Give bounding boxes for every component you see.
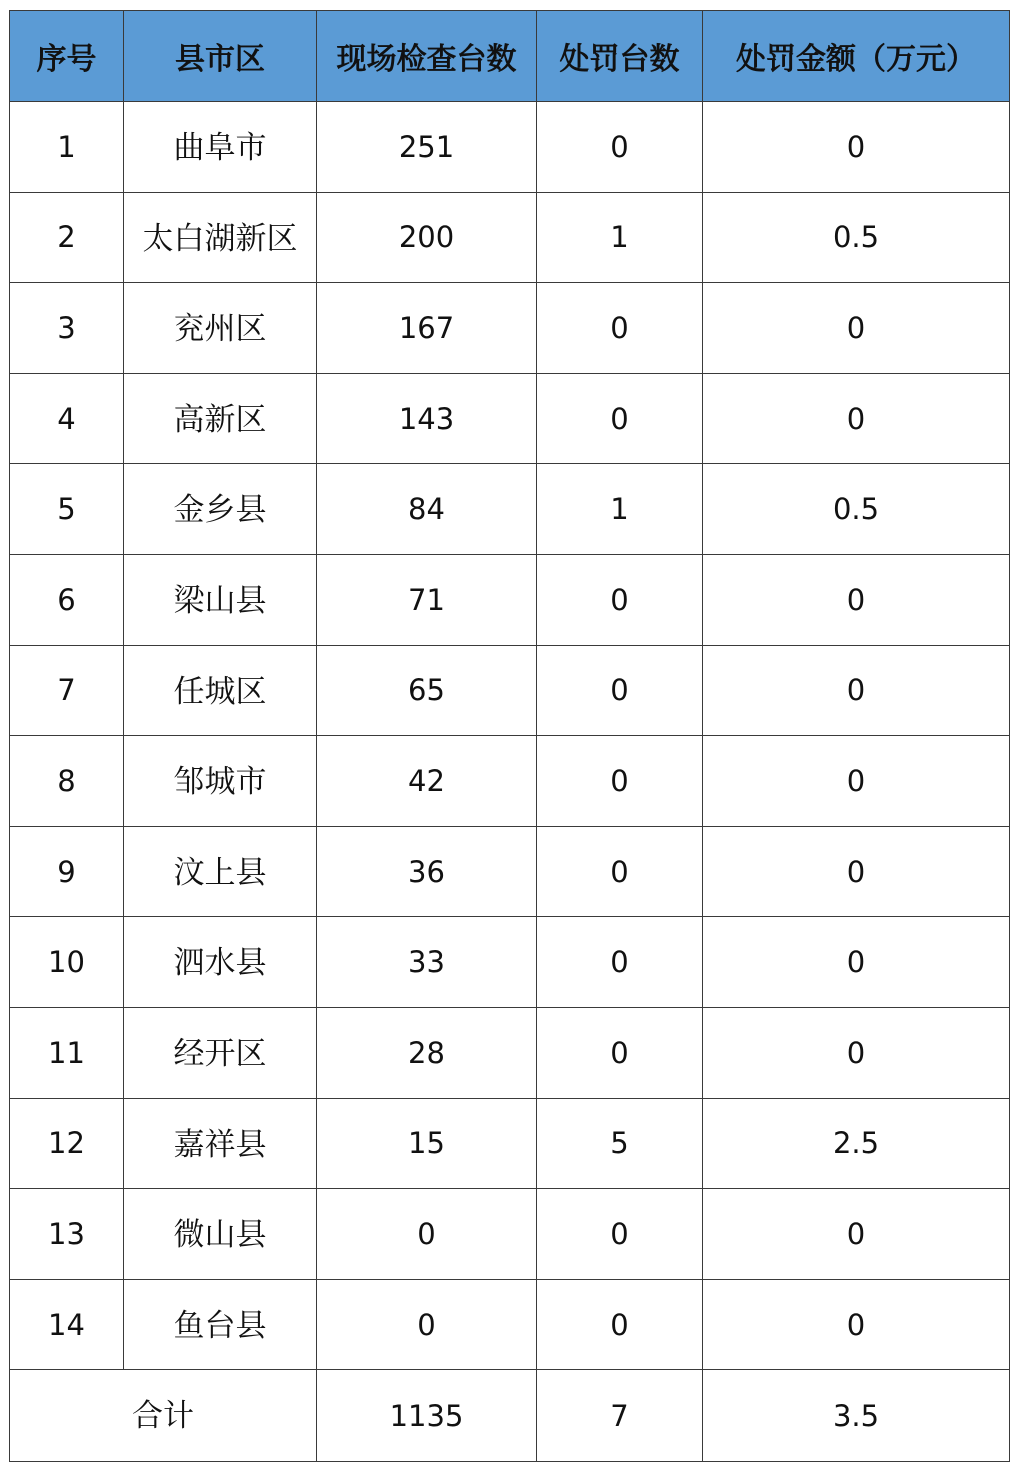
serial-number: 7 (10, 645, 124, 736)
table-row (10, 917, 1010, 1008)
table-row (10, 373, 1010, 464)
county-name: 金乡县 (124, 464, 317, 555)
county-name: 嘉祥县 (124, 1098, 317, 1189)
header-penalty-amount: 处罚金额（万元） (703, 11, 1010, 102)
table-row (10, 645, 1010, 736)
penalized-count: 0 (537, 645, 703, 736)
penalized-count: 0 (537, 1007, 703, 1098)
county-name: 鱼台县 (124, 1279, 317, 1370)
total-label: 合计 (10, 1370, 317, 1462)
serial-number: 13 (10, 1189, 124, 1280)
table-row (10, 1279, 1010, 1370)
serial-number: 12 (10, 1098, 124, 1189)
inspection-summary-table (9, 10, 1010, 1462)
table-row (10, 554, 1010, 645)
county-name: 曲阜市 (124, 102, 317, 193)
penalty-amount: 0 (703, 917, 1010, 1008)
penalty-amount: 0 (703, 283, 1010, 374)
table-body (10, 102, 1010, 1462)
checked-count: 0 (317, 1279, 537, 1370)
total-penalty-amount: 3.5 (703, 1370, 1010, 1462)
serial-number: 1 (10, 102, 124, 193)
serial-number: 5 (10, 464, 124, 555)
checked-count: 65 (317, 645, 537, 736)
penalized-count: 0 (537, 917, 703, 1008)
table-row (10, 736, 1010, 827)
penalized-count: 0 (537, 373, 703, 464)
serial-number: 4 (10, 373, 124, 464)
county-name: 任城区 (124, 645, 317, 736)
county-name: 微山县 (124, 1189, 317, 1280)
penalty-amount: 0 (703, 645, 1010, 736)
header-checked-count: 现场检查台数 (317, 11, 537, 102)
county-name: 太白湖新区 (124, 192, 317, 283)
penalty-amount: 0 (703, 736, 1010, 827)
header-county: 县市区 (124, 11, 317, 102)
total-row (10, 1370, 1010, 1462)
penalty-amount: 0 (703, 554, 1010, 645)
penalized-count: 1 (537, 192, 703, 283)
penalty-amount: 0.5 (703, 192, 1010, 283)
checked-count: 36 (317, 826, 537, 917)
serial-number: 8 (10, 736, 124, 827)
table-header (10, 11, 1010, 102)
penalty-amount: 0 (703, 373, 1010, 464)
header-penalized-count: 处罚台数 (537, 11, 703, 102)
table-row (10, 283, 1010, 374)
table-row (10, 192, 1010, 283)
checked-count: 15 (317, 1098, 537, 1189)
county-name: 梁山县 (124, 554, 317, 645)
county-name: 邹城市 (124, 736, 317, 827)
checked-count: 0 (317, 1189, 537, 1280)
county-name: 高新区 (124, 373, 317, 464)
penalized-count: 5 (537, 1098, 703, 1189)
total-penalized-count: 7 (537, 1370, 703, 1462)
penalty-amount: 0 (703, 102, 1010, 193)
checked-count: 84 (317, 464, 537, 555)
serial-number: 3 (10, 283, 124, 374)
penalty-amount: 0.5 (703, 464, 1010, 555)
penalty-amount: 0 (703, 1279, 1010, 1370)
serial-number: 11 (10, 1007, 124, 1098)
serial-number: 2 (10, 192, 124, 283)
penalty-amount: 2.5 (703, 1098, 1010, 1189)
checked-count: 42 (317, 736, 537, 827)
penalized-count: 0 (537, 1189, 703, 1280)
penalized-count: 0 (537, 826, 703, 917)
table-row (10, 102, 1010, 193)
header-row (10, 11, 1010, 102)
county-name: 汶上县 (124, 826, 317, 917)
penalty-amount: 0 (703, 826, 1010, 917)
table-row (10, 1189, 1010, 1280)
checked-count: 71 (317, 554, 537, 645)
table-row (10, 1007, 1010, 1098)
checked-count: 143 (317, 373, 537, 464)
county-name: 泗水县 (124, 917, 317, 1008)
penalized-count: 0 (537, 283, 703, 374)
serial-number: 14 (10, 1279, 124, 1370)
table-row (10, 1098, 1010, 1189)
penalized-count: 1 (537, 464, 703, 555)
county-name: 兖州区 (124, 283, 317, 374)
checked-count: 28 (317, 1007, 537, 1098)
penalized-count: 0 (537, 102, 703, 193)
table-row (10, 826, 1010, 917)
checked-count: 200 (317, 192, 537, 283)
header-serial-number: 序号 (10, 11, 124, 102)
table-row (10, 464, 1010, 555)
checked-count: 167 (317, 283, 537, 374)
penalty-amount: 0 (703, 1007, 1010, 1098)
penalized-count: 0 (537, 1279, 703, 1370)
checked-count: 33 (317, 917, 537, 1008)
penalized-count: 0 (537, 736, 703, 827)
county-name: 经开区 (124, 1007, 317, 1098)
total-checked-count: 1135 (317, 1370, 537, 1462)
penalized-count: 0 (537, 554, 703, 645)
checked-count: 251 (317, 102, 537, 193)
serial-number: 10 (10, 917, 124, 1008)
serial-number: 9 (10, 826, 124, 917)
serial-number: 6 (10, 554, 124, 645)
penalty-amount: 0 (703, 1189, 1010, 1280)
